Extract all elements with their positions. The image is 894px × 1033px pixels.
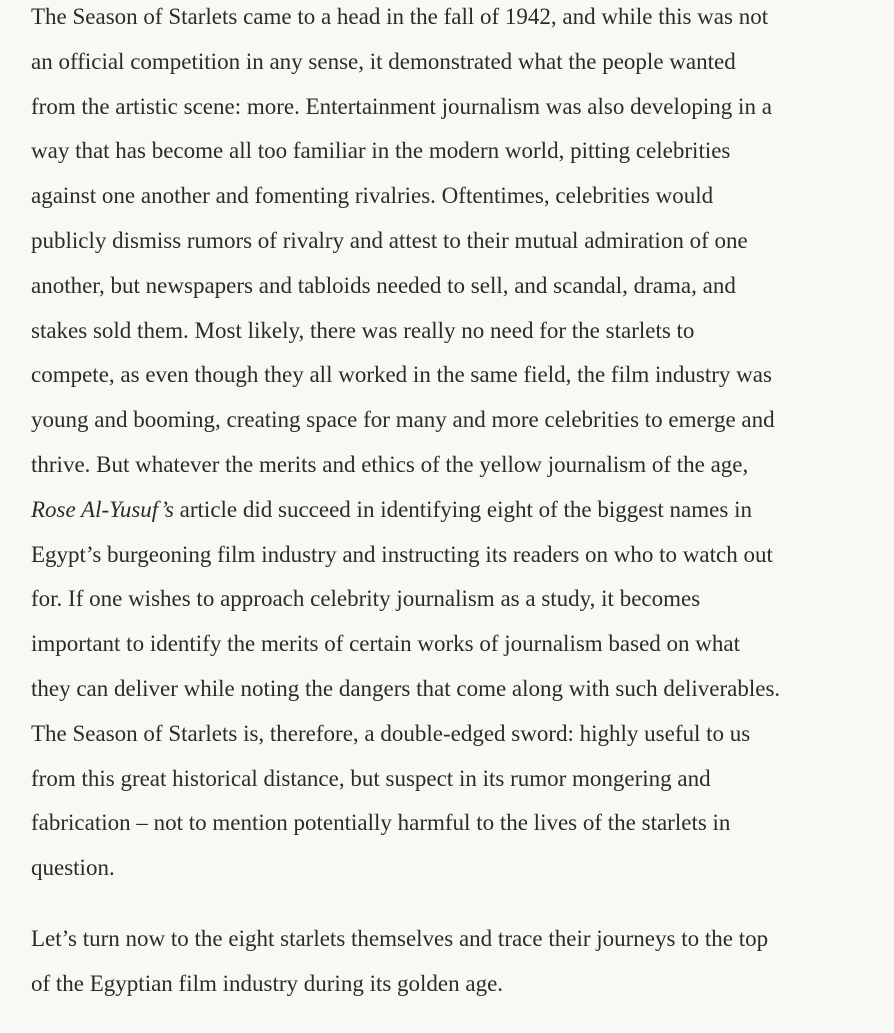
paragraph-eight-starlets bbox=[31, 917, 881, 1007]
text-line: stakes sold them. Most likely, there was really no need for the starlets to bbox=[31, 317, 695, 343]
text-line: way that has become all too familiar in the modern world, pitting celebrities bbox=[31, 138, 731, 164]
text-line: of the Egyptian film industry during its golden age. bbox=[31, 970, 504, 996]
text-line: thrive. But whatever the merits and ethics of the yellow journalism of the age, bbox=[31, 451, 749, 477]
text-line: important to identify the merits of certain works of journalism based on what bbox=[31, 631, 741, 657]
text-line: Egypt’s burgeoning film industry and instructing its readers on who to watch out bbox=[31, 541, 773, 567]
paragraph-season-of-starlets bbox=[31, 0, 881, 891]
text-line: question. bbox=[31, 855, 115, 881]
text-segment: article did succeed in identifying eight of the biggest names in bbox=[173, 496, 752, 522]
text-line: from the artistic scene: more. Entertainment journalism was also developing in a bbox=[31, 93, 772, 119]
text-line: publicly dismiss rumors of rivalry and attest to their mutual admiration of one bbox=[31, 227, 748, 253]
text-line: Let’s turn now to the eight starlets themselves and trace their journeys to the top bbox=[31, 925, 769, 951]
text-line: they can deliver while noting the dangers that come along with such deliverables. bbox=[31, 675, 781, 701]
text-line: against one another and fomenting rivalries. Oftentimes, celebrities would bbox=[31, 183, 714, 209]
text-line: compete, as even though they all worked in the same field, the film industry was bbox=[31, 362, 772, 388]
article-body bbox=[31, 0, 881, 1033]
text-line: from this great historical distance, but suspect in its rumor mongering and bbox=[31, 765, 711, 791]
publication-title: Rose Al-Yusuf’s bbox=[31, 496, 174, 522]
text-line: young and booming, creating space for many and more celebrities to emerge and bbox=[31, 407, 775, 433]
text-line: fabrication – not to mention potentially harmful to the lives of the starlets in bbox=[31, 810, 731, 836]
text-line: The Season of Starlets is, therefore, a double-edged sword: highly useful to us bbox=[31, 720, 751, 746]
text-line bbox=[31, 488, 881, 533]
text-line: for. If one wishes to approach celebrity journalism as a study, it becomes bbox=[31, 586, 701, 612]
text-line: an official competition in any sense, it demonstrated what the people wanted bbox=[31, 48, 736, 74]
text-line: another, but newspapers and tabloids needed to sell, and scandal, drama, and bbox=[31, 272, 736, 298]
text-line: The Season of Starlets came to a head in the fall of 1942, and while this was not bbox=[31, 4, 769, 29]
